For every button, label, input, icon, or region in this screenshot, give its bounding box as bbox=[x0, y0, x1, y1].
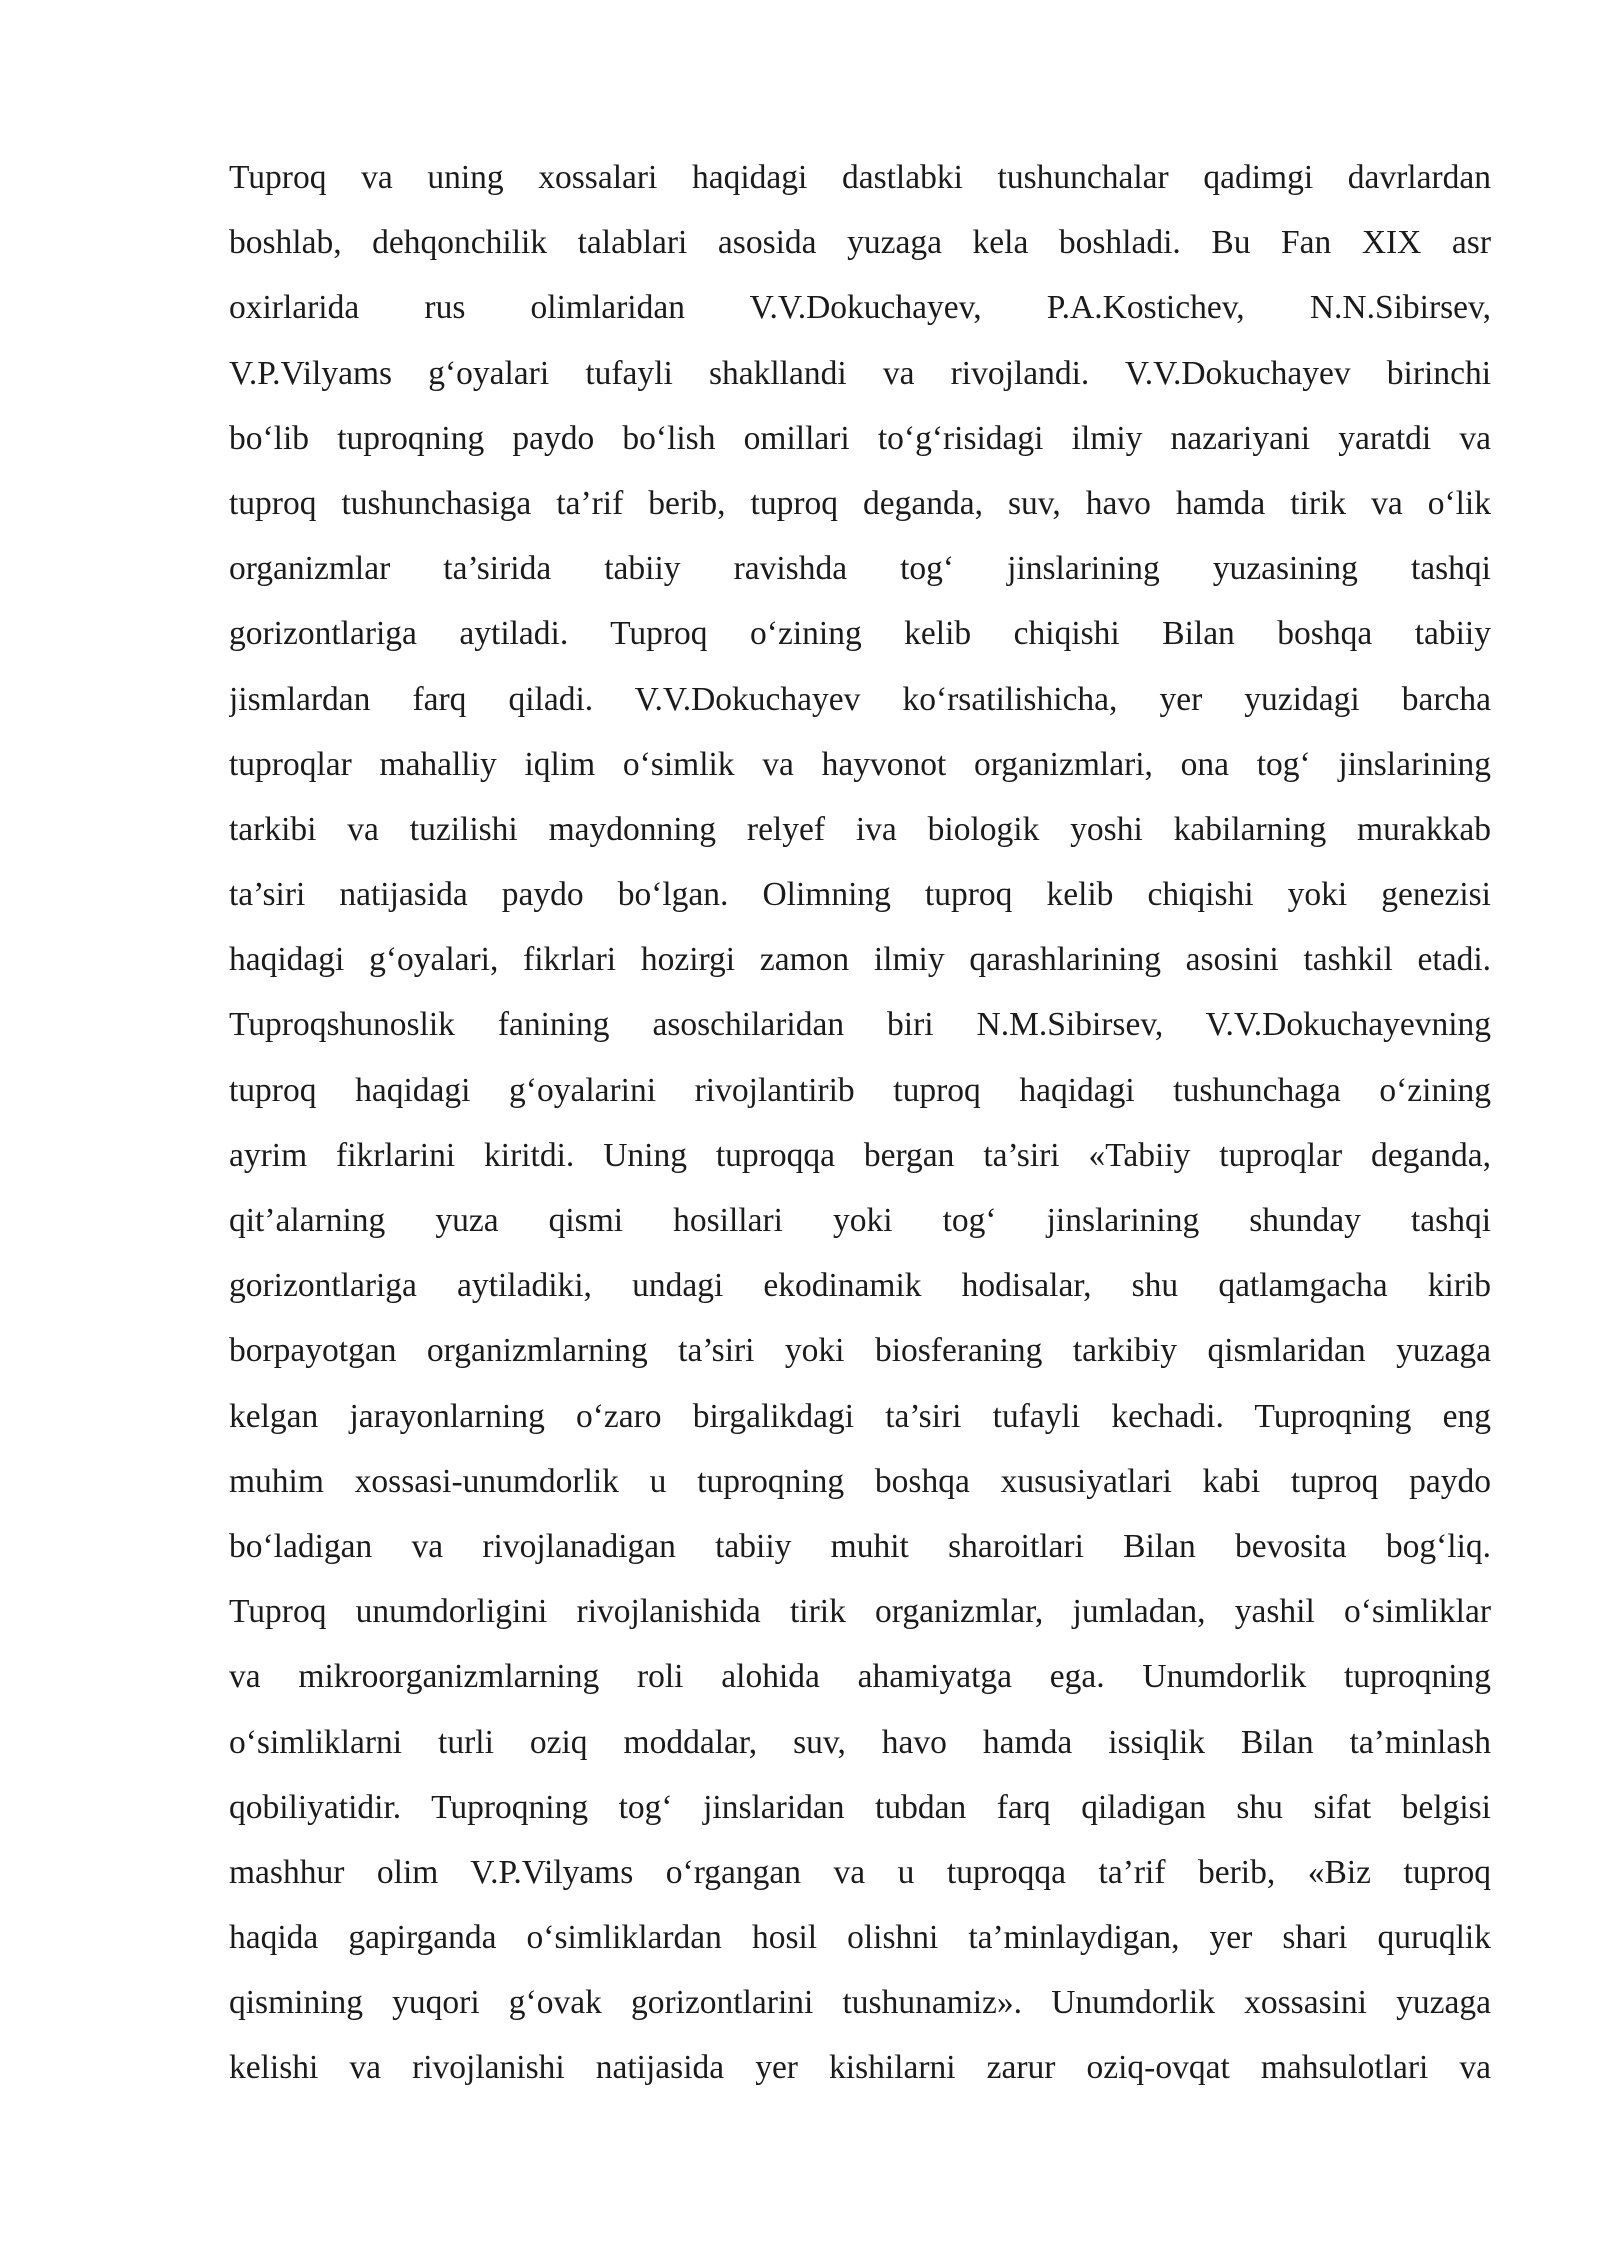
text-line: kelgan jarayonlarning o‘zaro birgalikdagi ta’siri tufayli kechadi. Tuproqning eng bbox=[229, 1397, 1491, 1435]
text-line: borpayotgan organizmlarning ta’siri yoki biosferaning tarkibiy qismlaridan yuzaga bbox=[229, 1332, 1491, 1370]
text-line: Tuproq unumdorligini rivojlanishida tirik organizmlar, jumladan, yashil o‘simliklar bbox=[229, 1593, 1491, 1631]
text-line: tarkibi va tuzilishi maydonning relyef iva biologik yoshi kabilarning murakkab bbox=[229, 810, 1491, 848]
text-line: qismining yuqori g‘ovak gorizontlarini tushunamiz». Unumdorlik xossasini yuzaga bbox=[229, 1984, 1491, 2022]
text-line: haqida gapirganda o‘simliklardan hosil olishni ta’minlaydigan, yer shari quruqlik bbox=[229, 1919, 1491, 1957]
text-line: muhim xossasi-unumdorlik u tuproqning boshqa xususiyatlari kabi tuproq paydo bbox=[229, 1462, 1491, 1500]
text-line: tuproqlar mahalliy iqlim o‘simlik va hayvonot organizmlari, ona tog‘ jinslarining bbox=[229, 745, 1491, 783]
text-line: bo‘ladigan va rivojlanadigan tabiiy muhit sharoitlari Bilan bevosita bog‘liq. bbox=[229, 1527, 1491, 1565]
text-line: tuproq haqidagi g‘oyalarini rivojlantirib tuproq haqidagi tushunchaga o‘zining bbox=[229, 1071, 1491, 1109]
text-line: ta’siri natijasida paydo bo‘lgan. Olimning tuproq kelib chiqishi yoki genezisi bbox=[229, 876, 1491, 914]
text-line: qobiliyatidir. Tuproqning tog‘ jinslaridan tubdan farq qiladigan shu sifat belgisi bbox=[229, 1788, 1491, 1826]
text-line: haqidagi g‘oyalari, fikrlari hozirgi zamon ilmiy qarashlarining asosini tashkil etadi. bbox=[229, 941, 1491, 979]
text-line: mashhur olim V.P.Vilyams o‘rgangan va u tuproqqa ta’rif berib, «Biz tuproq bbox=[229, 1853, 1491, 1891]
text-line: organizmlar ta’sirida tabiiy ravishda tog‘ jinslarining yuzasining tashqi bbox=[229, 550, 1491, 588]
body-paragraph bbox=[229, 145, 1491, 2101]
text-line: boshlab, dehqonchilik talablari asosida yuzaga kela boshladi. Bu Fan XIX asr bbox=[229, 224, 1491, 262]
text-line: jismlardan farq qiladi. V.V.Dokuchayev ko‘rsatilishicha, yer yuzidagi barcha bbox=[229, 680, 1491, 718]
text-line: gorizontlariga aytiladiki, undagi ekodinamik hodisalar, shu qatlamgacha kirib bbox=[229, 1267, 1491, 1305]
text-line: kelishi va rivojlanishi natijasida yer kishilarni zarur oziq-ovqat mahsulotlari va bbox=[229, 2049, 1491, 2087]
text-line: gorizontlariga aytiladi. Tuproq o‘zining kelib chiqishi Bilan boshqa tabiiy bbox=[229, 615, 1491, 653]
text-line: Tuproqshunoslik fanining asoschilaridan biri N.M.Sibirsev, V.V.Dokuchayevning bbox=[229, 1006, 1491, 1044]
text-line: tuproq tushunchasiga ta’rif berib, tuproq deganda, suv, havo hamda tirik va o‘lik bbox=[229, 484, 1491, 522]
text-line: bo‘lib tuproqning paydo bo‘lish omillari to‘g‘risidagi ilmiy nazariyani yaratdi va bbox=[229, 419, 1491, 457]
text-line: oxirlarida rus olimlaridan V.V.Dokuchayev, P.A.Kostichev, N.N.Sibirsev, bbox=[229, 289, 1491, 327]
text-line: o‘simliklarni turli oziq moddalar, suv, havo hamda issiqlik Bilan ta’minlash bbox=[229, 1723, 1491, 1761]
text-line: ayrim fikrlarini kiritdi. Uning tuproqqa bergan ta’siri «Tabiiy tuproqlar deganda, bbox=[229, 1136, 1491, 1174]
text-line: V.P.Vilyams g‘oyalari tufayli shakllandi va rivojlandi. V.V.Dokuchayev birinchi bbox=[229, 354, 1491, 392]
text-line: va mikroorganizmlarning roli alohida ahamiyatga ega. Unumdorlik tuproqning bbox=[229, 1658, 1491, 1696]
text-line: qit’alarning yuza qismi hosillari yoki tog‘ jinslarining shunday tashqi bbox=[229, 1202, 1491, 1239]
text-line: Tuproq va uning xossalari haqidagi dastlabki tushunchalar qadimgi davrlardan bbox=[229, 159, 1491, 196]
